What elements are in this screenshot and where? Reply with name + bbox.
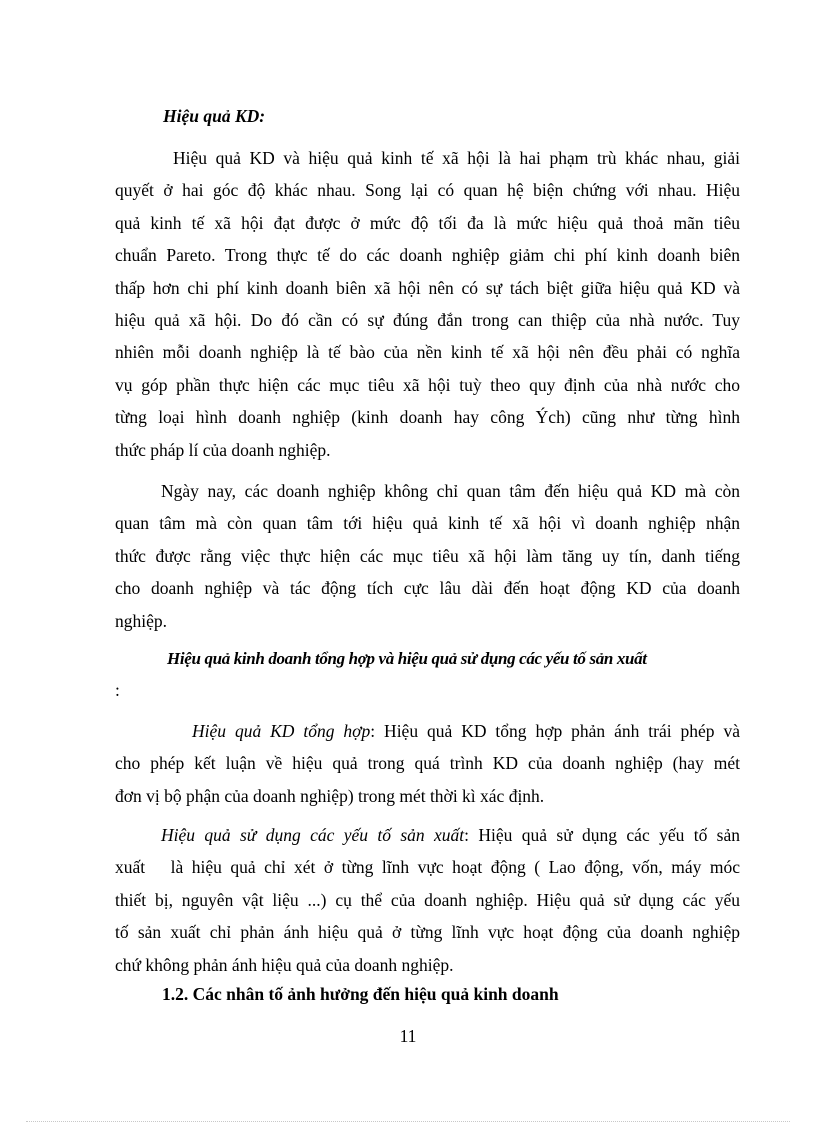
paragraph-line	[115, 819, 740, 851]
paragraph-line: vụ góp phần thực hiện các mục tiêu xã hội tuỳ theo quy định của nhà nước cho	[115, 374, 740, 395]
paragraph-line: tố sản xuất chỉ phản ánh hiệu quả ở từng lĩnh vực hoạt động của doanh nghiệp	[115, 922, 740, 943]
paragraph-line: hiệu quả xã hội. Do đó cần có sự đúng đắn trong can thiệp của nhà nước. Tuy	[115, 310, 740, 331]
section-heading-1-2: 1.2. Các nhân tố ảnh hưởng đến hiệu quả kinh doanh	[162, 984, 559, 1004]
paragraph-3	[115, 715, 740, 812]
paragraph-1	[115, 142, 740, 466]
paragraph-line: nhiên mỗi doanh nghiệp là tế bào của nền kinh tế xã hội nên đều phải có nghĩa	[115, 342, 740, 363]
paragraph-line: quan tâm mà còn quan tâm tới hiệu quả kinh tế xã hội vì doanh nghiệp nhận	[115, 513, 740, 534]
paragraph-line: Hiệu quả KD và hiệu quả kinh tế xã hội là hai phạm trù khác nhau, giải	[173, 148, 740, 168]
paragraph-2	[115, 475, 740, 637]
paragraph-line: xuất là hiệu quả chỉ xét ở từng lĩnh vực hoạt động ( Lao động, vốn, máy móc	[115, 857, 740, 878]
page-number: 11	[399, 1026, 417, 1046]
heading-hieu-qua-tong-hop: Hiệu quả kinh doanh tổng hợp và hiệu quả sử dụng các yếu tố sản xuất	[167, 649, 647, 668]
paragraph-line: nghiệp.	[115, 610, 168, 631]
paragraph-line: thấp hơn chi phí kinh doanh biên xã hội nên có sự tách biệt giữa hiệu quả KD và	[115, 277, 740, 298]
term-definition: : Hiệu quả sử dụng các yếu tố sản	[464, 825, 741, 845]
term-definition: : Hiệu quả KD tổng hợp phản ánh trái phép và	[370, 721, 741, 741]
paragraph-line: thức pháp lí của doanh nghiệp.	[115, 439, 331, 460]
paragraph-line: thức được rằng việc thực hiện các mục tiêu xã hội làm tăng uy tín, danh tiếng	[115, 545, 740, 566]
footer-divider	[26, 1121, 790, 1122]
paragraph-line: quyết ở hai góc độ khác nhau. Song lại có quan hệ biện chứng với nhau. Hiệu	[115, 180, 740, 201]
heading-colon: :	[115, 680, 120, 700]
paragraph-line: chứ không phản ánh hiệu quả của doanh nghiệp.	[115, 954, 454, 975]
paragraph-4	[115, 819, 740, 981]
paragraph-line: đơn vị bộ phận của doanh nghiệp) trong mét thời kì xác định.	[115, 785, 545, 806]
paragraph-line: Ngày nay, các doanh nghiệp không chỉ quan tâm đến hiệu quả KD mà còn	[161, 481, 740, 501]
paragraph-line: quả kinh tế xã hội đạt được ở mức độ tối đa là mức hiệu quả thoả mãn tiêu	[115, 212, 740, 233]
paragraph-line: thiết bị, nguyên vật liệu ...) cụ thể của doanh nghiệp. Hiệu quả sử dụng các yếu	[115, 889, 740, 910]
term-hieu-qua-su-dung: Hiệu quả sử dụng các yếu tố sản xuất	[161, 825, 465, 845]
heading-hieu-qua-kd: Hiệu quả KD:	[163, 106, 266, 126]
paragraph-line: từng loại hình doanh nghiệp (kinh doanh hay công Ých) cũng như từng hình	[115, 407, 740, 428]
paragraph-line: chuẩn Pareto. Trong thực tế do các doanh nghiệp giảm chi phí kinh doanh biên	[115, 245, 740, 266]
term-hieu-qua-kd-tong-hop: Hiệu quả KD tổng hợp	[192, 721, 371, 741]
paragraph-line: cho doanh nghiệp và tác động tích cực lâu dài đến hoạt động KD của doanh	[115, 578, 740, 599]
paragraph-line: cho phép kết luận về hiệu quả trong quá trình KD của doanh nghiệp (hay mét	[115, 753, 740, 774]
paragraph-line	[115, 715, 740, 747]
